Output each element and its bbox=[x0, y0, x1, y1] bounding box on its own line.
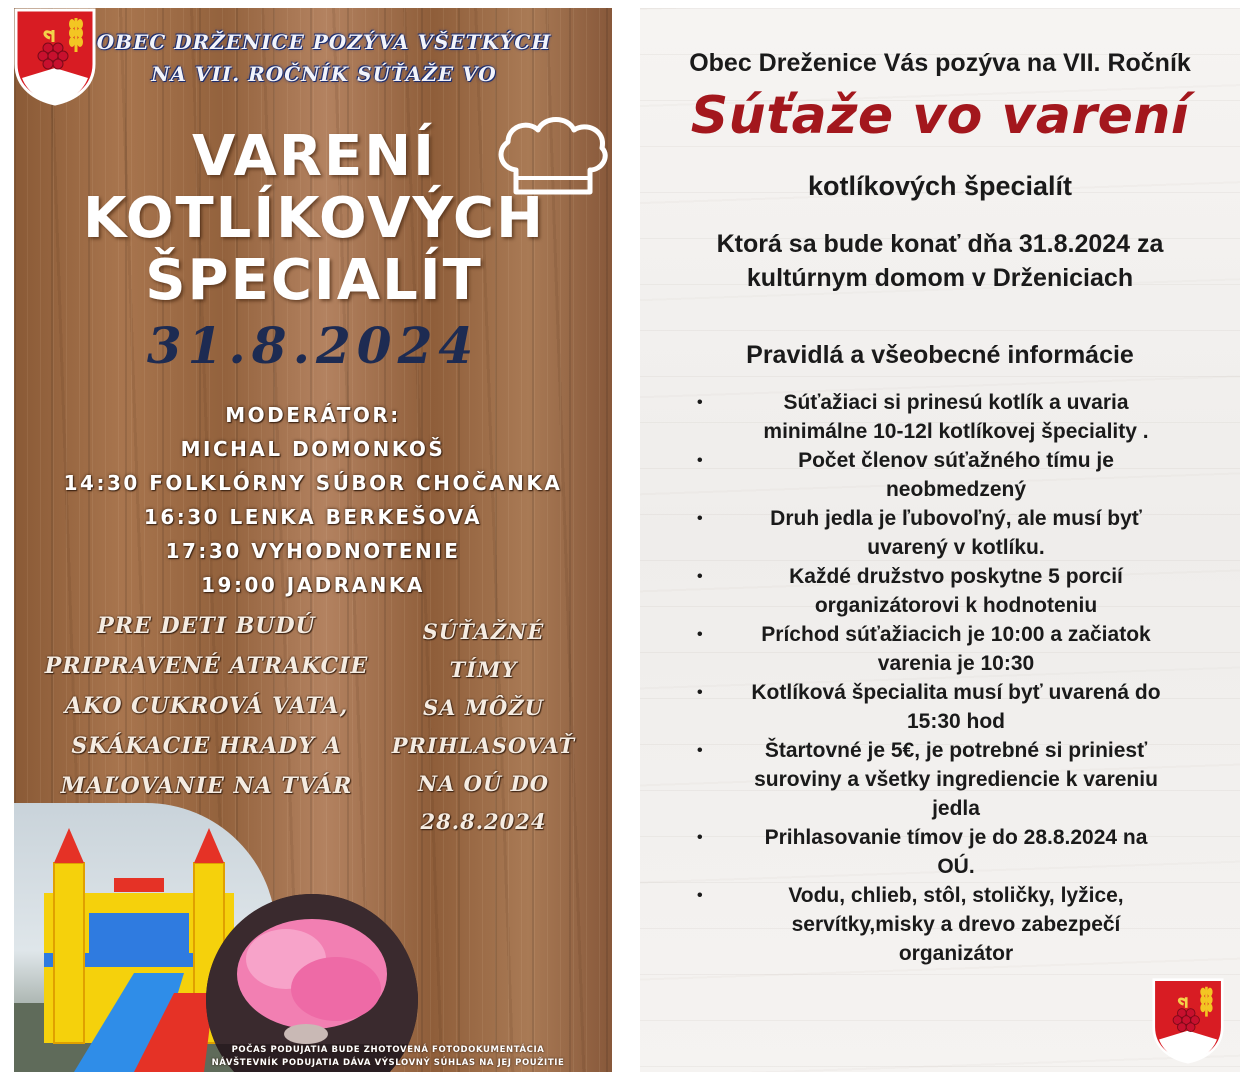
event-when-where bbox=[650, 227, 1230, 295]
rule-line: jedla bbox=[932, 797, 980, 820]
kids-line: SKÁKACIE HRADY A bbox=[71, 733, 342, 759]
teams-line: SÚŤAŽNÉ TÍMY bbox=[422, 619, 545, 682]
team-registration-text bbox=[386, 613, 581, 841]
list-item bbox=[695, 388, 1195, 446]
list-item bbox=[695, 504, 1195, 562]
bullet-icon: • bbox=[697, 568, 703, 585]
competition-title: Súťaže vo varení bbox=[690, 86, 1190, 146]
kids-line: PRIPRAVENÉ ATRAKCIE bbox=[44, 653, 369, 679]
bullet-icon: • bbox=[697, 626, 703, 643]
when-line: Ktorá sa bude konať dňa 31.8.2024 za bbox=[716, 230, 1164, 258]
rule-line: OÚ. bbox=[937, 855, 975, 878]
coat-of-arms-icon bbox=[14, 8, 96, 106]
left-poster bbox=[14, 8, 612, 1072]
bullet-icon: • bbox=[697, 887, 703, 904]
program-line: MICHAL DOMONKOŠ bbox=[180, 437, 446, 461]
rule-line: Prihlasovanie tímov je do 28.8.2024 na bbox=[764, 826, 1148, 849]
program-line: 19:00 JADRANKA bbox=[201, 573, 425, 597]
list-item bbox=[695, 620, 1195, 678]
program-line: 16:30 LENKA BERKEŠOVÁ bbox=[143, 505, 483, 529]
rule-line: Príchod súťažiacich je 10:00 a začiatok bbox=[761, 623, 1151, 646]
rule-line: 15:30 hod bbox=[906, 710, 1006, 733]
kids-attractions-text bbox=[34, 606, 379, 806]
rule-line: neobmedzený bbox=[885, 478, 1027, 501]
invite-line: NA VII. ROČNÍK SÚŤAŽE VO bbox=[151, 62, 497, 86]
rule-line: suroviny a všetky ingrediencie k vareniu bbox=[754, 768, 1158, 791]
kids-line: AKO CUKROVÁ VATA, bbox=[64, 693, 349, 719]
photo-consent-notice bbox=[164, 1044, 612, 1070]
rule-line: Druh jedla je ľubovoľný, ale musí byť bbox=[770, 507, 1142, 530]
rule-line: organizátorovi k hodnoteniu bbox=[814, 594, 1098, 617]
bullet-icon: • bbox=[697, 394, 703, 411]
title-line: KOTLÍKOVÝCH bbox=[82, 186, 546, 251]
invite-line: OBEC DRŽENICE POZÝVA VŠETKÝCH bbox=[96, 30, 552, 54]
list-item bbox=[695, 736, 1195, 823]
rule-line: uvarený v kotlíku. bbox=[867, 536, 1045, 559]
bullet-icon: • bbox=[697, 742, 703, 759]
teams-line: NA OÚ DO bbox=[417, 771, 550, 796]
when-line: kultúrnym domom v Drženiciach bbox=[746, 264, 1134, 292]
notice-line: NÁVŠTEVNÍK PODUJATIA DÁVA VÝSLOVNÝ SÚHLAS NA JEJ POUŽITIE bbox=[211, 1058, 565, 1068]
teams-line: SA MÔŽU bbox=[423, 695, 544, 720]
rule-line: servítky,misky a drevo zabezpečí bbox=[791, 913, 1121, 936]
list-item bbox=[695, 446, 1195, 504]
coat-of-arms-icon bbox=[1152, 975, 1224, 1067]
program-line: 14:30 FOLKLÓRNY SÚBOR CHOČANKA bbox=[63, 471, 563, 495]
rule-line: Každé družstvo poskytne 5 porcií bbox=[789, 565, 1123, 588]
teams-line: 28.8.2024 bbox=[420, 809, 547, 834]
list-item bbox=[695, 678, 1195, 736]
competition-subtitle: kotlíkových špecialít bbox=[807, 171, 1073, 201]
rule-line: Štartovné je 5€, je potrebné si priniesť bbox=[764, 739, 1148, 762]
list-item bbox=[695, 881, 1195, 968]
bullet-icon: • bbox=[697, 452, 703, 469]
program-line: MODERÁTOR: bbox=[225, 403, 401, 427]
title-line: ŠPECIALÍT bbox=[145, 248, 483, 313]
notice-line: POČAS PODUJATIA BUDE ZHOTOVENÁ FOTODOKUMENTÁCIA bbox=[231, 1045, 545, 1055]
rule-line: Kotlíková špecialita musí byť uvarená do bbox=[751, 681, 1161, 704]
poster-invitation bbox=[94, 26, 554, 90]
title-line: VARENÍ bbox=[192, 124, 436, 189]
rules-list bbox=[695, 388, 1195, 968]
rule-line: varenia je 10:30 bbox=[877, 652, 1035, 675]
rule-line: minimálne 10-12l kotlíkovej špeciality . bbox=[763, 420, 1149, 443]
kids-line: PRE DETI BUDÚ bbox=[97, 613, 316, 639]
kids-line: MAĽOVANIE NA TVÁR bbox=[60, 773, 353, 799]
rule-line: Vodu, chlieb, stôl, stoličky, lyžice, bbox=[788, 884, 1124, 907]
bullet-icon: • bbox=[697, 684, 703, 701]
program-line: 17:30 VYHODNOTENIE bbox=[165, 539, 461, 563]
rule-line: organizátor bbox=[898, 942, 1014, 965]
right-poster bbox=[640, 8, 1240, 1072]
list-item bbox=[695, 823, 1195, 881]
teams-line: PRIHLASOVAŤ bbox=[391, 733, 576, 758]
event-date: 31.8.2024 bbox=[146, 316, 480, 375]
bullet-icon: • bbox=[697, 829, 703, 846]
list-item bbox=[695, 562, 1195, 620]
invitation-line: Obec Dreženice Vás pozýva na VII. Ročník bbox=[689, 49, 1191, 77]
rules-heading: Pravidlá a všeobecné informácie bbox=[746, 341, 1134, 369]
bullet-icon: • bbox=[697, 510, 703, 527]
rule-line: Súťažiaci si prinesú kotlík a uvaria bbox=[783, 391, 1129, 414]
event-program bbox=[14, 398, 612, 602]
poster-main-title bbox=[54, 126, 574, 312]
rule-line: Počet členov súťažného tímu je bbox=[798, 449, 1114, 472]
